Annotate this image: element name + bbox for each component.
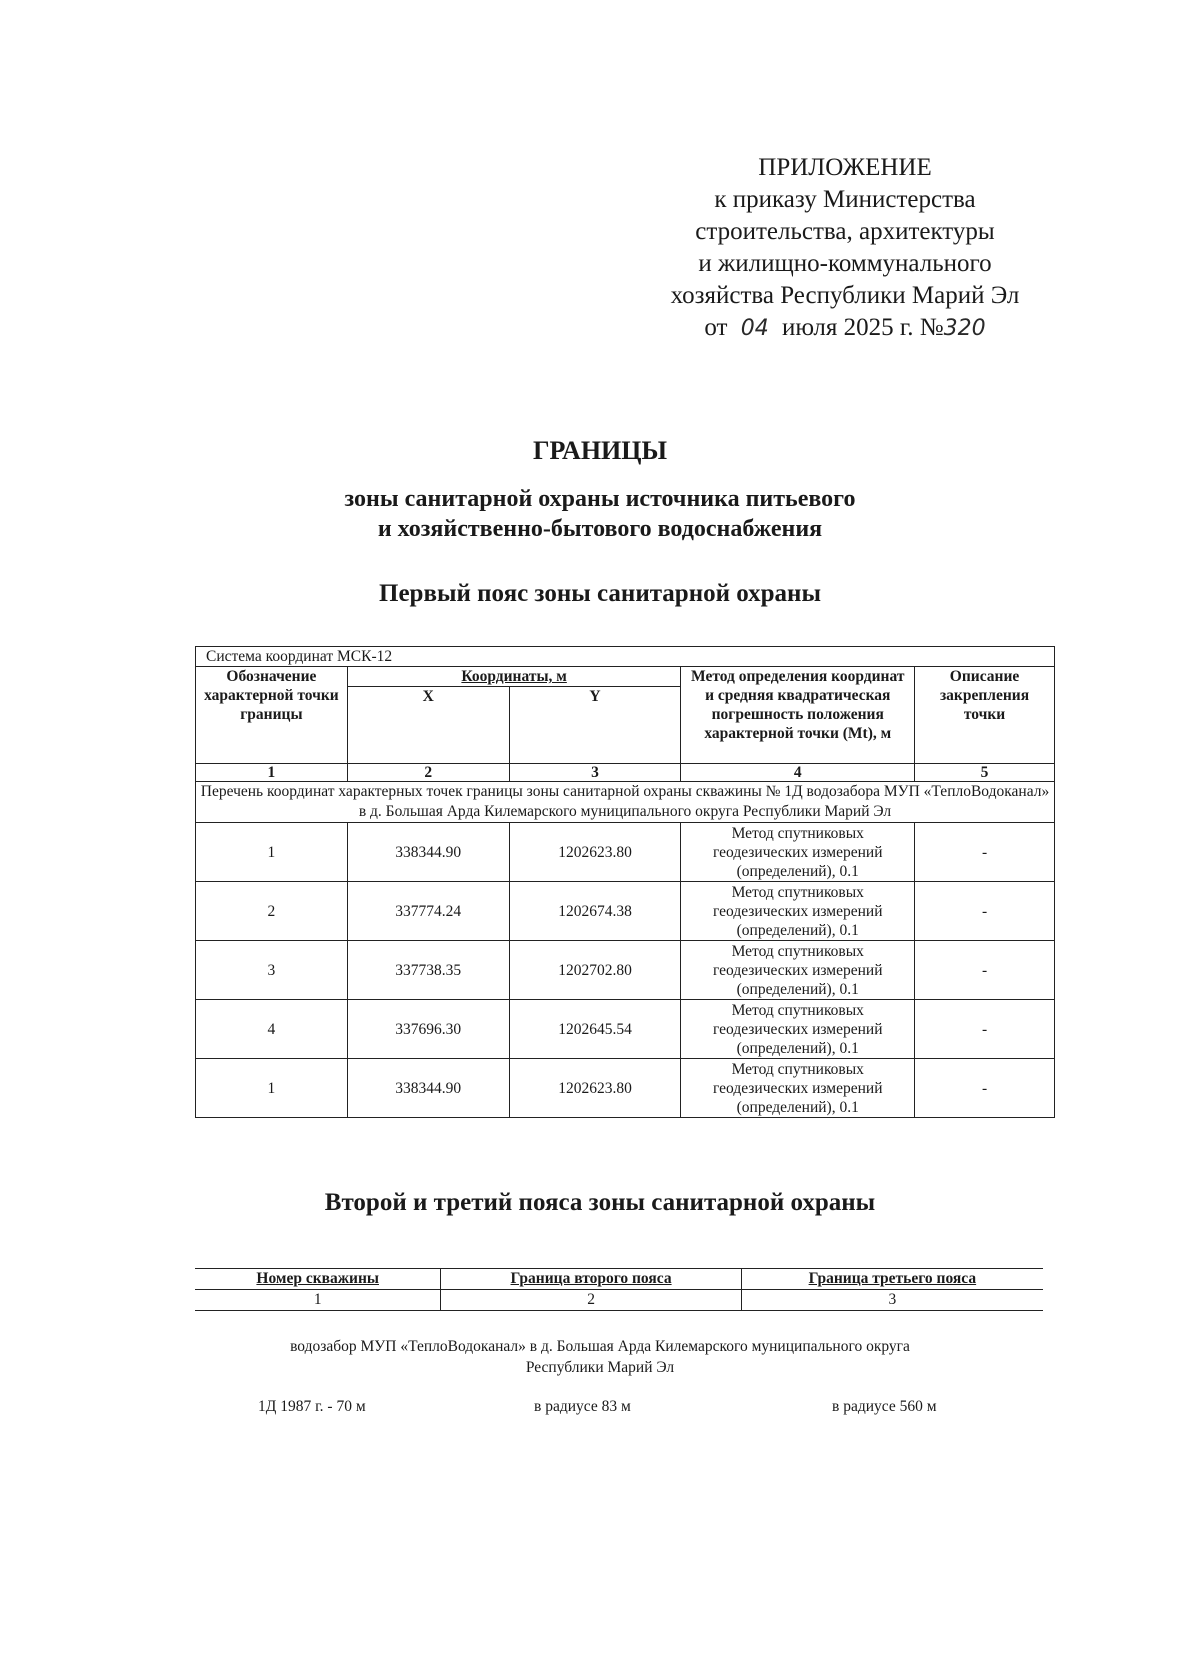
cell-method: Метод спутниковых геодезических измерений (определений), 0.1 [681, 941, 915, 1000]
header-x: X [347, 687, 509, 764]
col-number: 1 [195, 1290, 441, 1310]
cell-method: Метод спутниковых геодезических измерений (определений), 0.1 [681, 1059, 915, 1118]
subtitle-line-2: и хозяйственно-бытового водоснабжения [377, 516, 823, 542]
cell-y: 1202674.38 [509, 882, 681, 941]
caption-cell: Перечень координат характерных точек границы зоны санитарной охраны скважины № 1Д водозабора МУП «ТеплоВодоканал» в д. Большая Арда Килемарского муниципального округа Республики Марий Эл [196, 782, 1055, 823]
annex-date-line [640, 312, 1050, 345]
intake-line-1: водозабор МУП «ТеплоВодоканал» в д. Большая Арда Килемарского муниципального округа [290, 1338, 910, 1355]
cell-y: 1202702.80 [509, 941, 681, 1000]
cell-point: 1 [196, 1059, 348, 1118]
header-y: Y [509, 687, 681, 764]
col-number: 3 [888, 1291, 897, 1308]
cell-point: 4 [196, 1000, 348, 1059]
annex-heading: ПРИЛОЖЕНИЕ [758, 154, 932, 181]
cell-x: 337696.30 [347, 1000, 509, 1059]
document-title: ГРАНИЦЫ [532, 436, 668, 465]
subtitle-line-1: зоны санитарной охраны источника питьевого [344, 486, 856, 512]
annex-line: и жилищно-коммунального [698, 250, 992, 277]
table-row [196, 823, 1055, 882]
coord-system-row [196, 647, 1055, 667]
cell-x: 338344.90 [347, 823, 509, 882]
cell-method: Метод спутниковых геодезических измерений (определений), 0.1 [681, 882, 915, 941]
annex-block [640, 152, 1050, 345]
cell-x: 337774.24 [347, 882, 509, 941]
intake-line-2: Республики Марий Эл [525, 1359, 675, 1376]
cell-method: Метод спутниковых геодезических измерений (определений), 0.1 [681, 1000, 915, 1059]
cell-desc: - [915, 941, 1055, 1000]
cell-point: 2 [196, 882, 348, 941]
cell-y: 1202623.80 [509, 823, 681, 882]
cell-desc: - [915, 882, 1055, 941]
cell-x: 338344.90 [347, 1059, 509, 1118]
table-row [196, 882, 1055, 941]
cell-x: 337738.35 [347, 941, 509, 1000]
coord-system-cell: Система координат МСК-12 [196, 647, 1055, 667]
header-description: Описание закрепления точки [915, 667, 1055, 764]
date-rest: июля 2025 г. № [781, 314, 944, 341]
header-coords: Координаты, м [347, 667, 681, 687]
header-point: Обозначение характерной точки границы [196, 667, 348, 764]
cell-desc: - [915, 823, 1055, 882]
third-belt-value: в радиусе 560 м [832, 1398, 937, 1415]
belt2-header-row [195, 1269, 1043, 1290]
cell-desc: - [915, 1059, 1055, 1118]
cell-point: 1 [196, 823, 348, 882]
belt2-header-third: Граница третьего пояса [808, 1270, 977, 1287]
header-method: Метод определения координат и средняя квадратическая погрешность положения характерной точки (Mt), м [681, 667, 915, 764]
column-numbers-row [196, 764, 1055, 782]
second-belt-value: в радиусе 83 м [534, 1398, 631, 1415]
well-value: 1Д 1987 г. - 70 м [258, 1398, 366, 1415]
belt2-header-well: Номер скважины [195, 1269, 441, 1289]
document-subtitle [0, 484, 1200, 544]
handwritten-day: 04 [740, 316, 769, 341]
handwritten-number: 320 [943, 316, 986, 341]
cell-y: 1202645.54 [509, 1000, 681, 1059]
coordinates-table [195, 646, 1055, 1118]
table-row [196, 1000, 1055, 1059]
cell-method: Метод спутниковых геодезических измерений (определений), 0.1 [681, 823, 915, 882]
annex-line: хозяйства Республики Марий Эл [670, 282, 1020, 309]
col-number: 4 [681, 764, 915, 782]
belt2-table [195, 1268, 1043, 1311]
intake-caption [0, 1336, 1200, 1378]
annex-line: строительства, архитектуры [695, 218, 995, 245]
col-number: 5 [915, 764, 1055, 782]
annex-line: к приказу Министерства [714, 186, 976, 213]
col-number: 3 [509, 764, 681, 782]
col-number: 1 [196, 764, 348, 782]
belt2-header-second: Граница второго пояса [441, 1269, 741, 1289]
belt2-number-row [195, 1290, 1043, 1310]
table-row [196, 1059, 1055, 1118]
caption-row [196, 782, 1055, 823]
cell-y: 1202623.80 [509, 1059, 681, 1118]
belt2-heading: Второй и третий пояса зоны санитарной охраны [324, 1189, 876, 1216]
table-row [196, 941, 1055, 1000]
cell-point: 3 [196, 941, 348, 1000]
date-prefix: от [704, 314, 728, 341]
belt1-heading: Первый пояс зоны санитарной охраны [379, 580, 821, 607]
col-number: 2 [347, 764, 509, 782]
col-number: 2 [441, 1290, 741, 1310]
cell-desc: - [915, 1000, 1055, 1059]
header-row [196, 667, 1055, 687]
